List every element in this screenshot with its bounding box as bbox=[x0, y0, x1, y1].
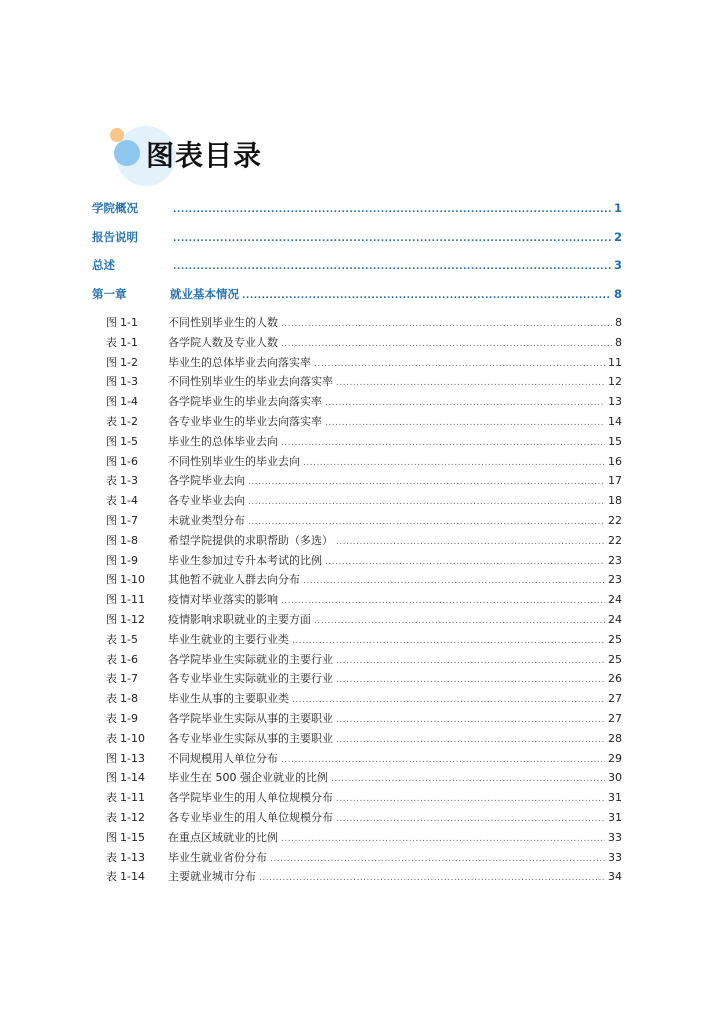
toc-figure-entry[interactable] bbox=[92, 453, 622, 473]
toc-figure-entry[interactable] bbox=[92, 472, 622, 492]
toc-page-number: 8 bbox=[615, 316, 622, 329]
toc-entry-number: 1-14 bbox=[120, 870, 145, 884]
toc-leader-dots bbox=[248, 497, 605, 507]
toc-page-number: 18 bbox=[608, 494, 622, 508]
toc-figure-entry[interactable] bbox=[92, 433, 622, 453]
toc-page-number: 22 bbox=[608, 513, 622, 527]
toc-page-number: 33 bbox=[608, 850, 622, 864]
toc-entry-number: 1-1 bbox=[120, 335, 138, 349]
toc-entry-title: 各专业毕业去向 bbox=[168, 494, 245, 508]
toc-entry-kind: 表 bbox=[106, 414, 117, 428]
toc-entry-number: 1-8 bbox=[120, 533, 138, 547]
toc-entry-number: 1-4 bbox=[120, 494, 138, 508]
toc-entry-title: 毕业生的总体毕业去向 bbox=[168, 434, 278, 448]
toc-page-number: 30 bbox=[608, 771, 622, 785]
toc-entry-kind: 图 bbox=[106, 395, 117, 409]
toc-major-entry[interactable] bbox=[92, 200, 622, 229]
toc-entry-kind: 表 bbox=[106, 870, 117, 884]
toc-entry-title: 未就业类型分布 bbox=[168, 513, 245, 527]
toc-leader-dots bbox=[325, 398, 605, 408]
toc-figure-entry[interactable] bbox=[92, 670, 622, 690]
toc-page-number: 22 bbox=[608, 533, 622, 547]
toc-figure-entry[interactable] bbox=[92, 690, 622, 710]
toc-entry-title: 其他暂不就业人群去向分布 bbox=[168, 573, 300, 587]
toc-leader-dots bbox=[325, 418, 605, 428]
toc-page-number: 11 bbox=[608, 355, 622, 369]
toc-entry-number: 1-5 bbox=[120, 434, 138, 448]
toc-figure-entry[interactable] bbox=[92, 789, 622, 809]
toc-entry-label: 第一章 bbox=[92, 286, 127, 301]
toc-figure-entry[interactable] bbox=[92, 373, 622, 393]
toc-entry-number: 1-7 bbox=[120, 513, 138, 527]
toc-figure-entry[interactable] bbox=[92, 413, 622, 433]
toc-entry-title: 不同性别毕业生的人数 bbox=[168, 316, 278, 329]
toc-entry-kind: 图 bbox=[106, 434, 117, 448]
toc-entry-title: 疫情对毕业落实的影响 bbox=[168, 593, 278, 607]
toc-entry-title: 各专业毕业生实际从事的主要职业 bbox=[168, 731, 333, 745]
toc-entry-number: 1-9 bbox=[120, 553, 138, 567]
toc-leader-dots bbox=[314, 616, 605, 626]
toc-entry-kind: 表 bbox=[106, 711, 117, 725]
toc-entry-title: 各学院毕业生实际就业的主要行业 bbox=[168, 652, 333, 666]
toc-entry-title: 毕业生的总体毕业去向落实率 bbox=[168, 355, 311, 369]
toc-leader-dots bbox=[248, 477, 605, 487]
toc-entry-kind: 图 bbox=[106, 533, 117, 547]
toc-figure-entry[interactable] bbox=[92, 532, 622, 552]
toc-entry-label: 学院概况 bbox=[92, 201, 138, 215]
toc-figure-entry[interactable] bbox=[92, 591, 622, 611]
toc-entry-kind: 图 bbox=[106, 830, 117, 844]
toc-entry-kind: 表 bbox=[106, 474, 117, 488]
toc-leader-dots bbox=[314, 359, 605, 369]
toc-entry-kind: 表 bbox=[106, 672, 117, 686]
toc-page-number: 15 bbox=[608, 434, 622, 448]
toc-entry-title: 各专业毕业生实际就业的主要行业 bbox=[168, 672, 333, 686]
toc-entry-number: 1-11 bbox=[120, 593, 145, 607]
toc-leader-dots bbox=[281, 834, 605, 844]
toc-entry-number: 1-10 bbox=[120, 731, 145, 745]
toc-page-number: 26 bbox=[608, 672, 622, 686]
toc-major-entry[interactable] bbox=[92, 257, 622, 286]
toc-leader-dots bbox=[303, 576, 605, 586]
toc-leader-dots bbox=[325, 557, 605, 567]
toc-entry-title: 毕业生参加过专升本考试的比例 bbox=[168, 553, 322, 567]
toc-figure-entry[interactable] bbox=[92, 809, 622, 829]
toc-figure-entry[interactable] bbox=[92, 552, 622, 572]
toc-leader-dots bbox=[281, 755, 605, 765]
toc-leader-dots bbox=[281, 438, 605, 448]
toc-page-number: 27 bbox=[608, 711, 622, 725]
toc-entry-title: 各学院毕业去向 bbox=[168, 474, 245, 488]
toc-entry-number: 1-2 bbox=[120, 414, 138, 428]
toc-entry-kind: 图 bbox=[106, 454, 117, 468]
title-block bbox=[108, 122, 348, 186]
toc-entry-title: 毕业生就业的主要行业类 bbox=[168, 632, 289, 646]
toc-entry-number: 1-3 bbox=[120, 375, 138, 389]
toc-page-number: 13 bbox=[608, 395, 622, 409]
toc-page-number: 33 bbox=[608, 830, 622, 844]
toc-entry-kind: 图 bbox=[106, 553, 117, 567]
toc-entry-title: 各专业毕业生的用人单位规模分布 bbox=[168, 810, 333, 824]
toc-page-number: 2 bbox=[613, 229, 622, 244]
toc-leader-dots bbox=[281, 596, 605, 606]
toc-entry-label: 总述 bbox=[92, 258, 115, 272]
toc-page-number: 14 bbox=[608, 414, 622, 428]
toc-leader-dots bbox=[259, 873, 605, 883]
toc-entry-title: 各学院毕业生的毕业去向落实率 bbox=[168, 395, 322, 409]
toc-leader-dots bbox=[173, 205, 611, 215]
toc-entry-kind: 表 bbox=[106, 652, 117, 666]
toc-entry-kind: 图 bbox=[106, 612, 117, 626]
toc-page-number: 23 bbox=[608, 553, 622, 567]
toc-entry-kind: 图 bbox=[106, 316, 117, 329]
toc-entry-number: 1-12 bbox=[120, 612, 145, 626]
toc-figure-entry[interactable] bbox=[92, 849, 622, 869]
toc-entry-title: 各学院人数及专业人数 bbox=[168, 335, 278, 349]
toc-entry-title: 各学院毕业生的用人单位规模分布 bbox=[168, 791, 333, 805]
toc-page-number: 16 bbox=[608, 454, 622, 468]
toc-leader-dots bbox=[173, 262, 611, 272]
toc-entry-kind: 表 bbox=[106, 335, 117, 349]
toc-figure-entry[interactable] bbox=[92, 730, 622, 750]
toc-leader-dots bbox=[331, 774, 605, 784]
toc-figure-entry[interactable] bbox=[92, 829, 622, 849]
toc-leader-dots bbox=[242, 291, 611, 301]
toc-entry-number: 1-5 bbox=[120, 632, 138, 646]
toc-entry-number: 1-15 bbox=[120, 830, 145, 844]
toc-page-number: 3 bbox=[613, 258, 622, 272]
toc-page-number: 12 bbox=[608, 375, 622, 389]
toc-leader-dots bbox=[336, 378, 605, 388]
toc-entry-title: 毕业生从事的主要职业类 bbox=[168, 692, 289, 706]
toc-entry-title: 在重点区域就业的比例 bbox=[168, 830, 278, 844]
toc-figure-entry[interactable] bbox=[92, 769, 622, 789]
toc-entry-title: 不同规模用人单位分布 bbox=[168, 751, 278, 765]
toc-entry-title: 各专业毕业生的毕业去向落实率 bbox=[168, 414, 322, 428]
toc-entry-kind: 图 bbox=[106, 593, 117, 607]
toc-entry-title: 就业基本情况 bbox=[170, 286, 239, 301]
toc-figure-entry[interactable] bbox=[92, 868, 622, 888]
toc-leader-dots bbox=[336, 537, 605, 547]
toc-entry-number: 1-10 bbox=[120, 573, 145, 587]
toc-entry-kind: 图 bbox=[106, 771, 117, 785]
toc-figure-entry[interactable] bbox=[92, 710, 622, 730]
toc-page-number: 25 bbox=[608, 632, 622, 646]
toc-entry-kind: 图 bbox=[106, 355, 117, 369]
toc-leader-dots bbox=[270, 854, 605, 864]
toc-page-number: 29 bbox=[608, 751, 622, 765]
toc-leader-dots bbox=[336, 794, 605, 804]
toc-page-number: 34 bbox=[608, 870, 622, 884]
toc-page-number: 25 bbox=[608, 652, 622, 666]
toc-major-entry[interactable] bbox=[92, 229, 622, 258]
toc-figure-entry[interactable] bbox=[92, 512, 622, 532]
decorative-circle-orange bbox=[110, 128, 124, 142]
toc-entry-kind: 图 bbox=[106, 573, 117, 587]
toc-leader-dots bbox=[303, 458, 605, 468]
toc-entry-title: 毕业生在 500 强企业就业的比例 bbox=[168, 771, 328, 785]
toc-figure-entry[interactable] bbox=[92, 631, 622, 651]
toc-leader-dots bbox=[336, 715, 605, 725]
toc-entry-label: 报告说明 bbox=[92, 229, 138, 244]
toc-figure-entry[interactable] bbox=[92, 314, 622, 334]
table-of-contents bbox=[92, 200, 622, 888]
toc-entry-kind: 图 bbox=[106, 513, 117, 527]
toc-entry-kind: 表 bbox=[106, 494, 117, 508]
toc-entry-number: 1-13 bbox=[120, 751, 145, 765]
toc-leader-dots bbox=[292, 695, 605, 705]
toc-leader-dots bbox=[248, 517, 605, 527]
toc-leader-dots bbox=[173, 234, 611, 244]
toc-page-number: 24 bbox=[608, 612, 622, 626]
toc-page-number: 8 bbox=[613, 286, 622, 301]
toc-entry-title: 各学院毕业生实际从事的主要职业 bbox=[168, 711, 333, 725]
toc-leader-dots bbox=[336, 675, 605, 685]
toc-entry-kind: 表 bbox=[106, 632, 117, 646]
toc-leader-dots bbox=[336, 814, 605, 824]
toc-entry-number: 1-1 bbox=[120, 316, 138, 329]
toc-page-number: 31 bbox=[608, 791, 622, 805]
toc-entry-kind: 图 bbox=[106, 375, 117, 389]
toc-entry-number: 1-14 bbox=[120, 771, 145, 785]
toc-entry-number: 1-3 bbox=[120, 474, 138, 488]
toc-figure-entry[interactable] bbox=[92, 651, 622, 671]
toc-entry-number: 1-2 bbox=[120, 355, 138, 369]
toc-page-number: 27 bbox=[608, 692, 622, 706]
toc-page-number: 28 bbox=[608, 731, 622, 745]
toc-leader-dots bbox=[281, 319, 612, 329]
toc-page-number: 31 bbox=[608, 810, 622, 824]
toc-entry-kind: 表 bbox=[106, 810, 117, 824]
toc-entry-number: 1-13 bbox=[120, 850, 145, 864]
toc-entry-title: 毕业生就业省份分布 bbox=[168, 850, 267, 864]
toc-entry-number: 1-4 bbox=[120, 395, 138, 409]
toc-leader-dots bbox=[281, 339, 612, 349]
decorative-circle-blue bbox=[114, 140, 140, 166]
toc-figure-entry[interactable] bbox=[92, 492, 622, 512]
toc-leader-dots bbox=[292, 636, 605, 646]
toc-figure-entry[interactable] bbox=[92, 571, 622, 591]
toc-entry-number: 1-9 bbox=[120, 711, 138, 725]
toc-page-number: 24 bbox=[608, 593, 622, 607]
toc-leader-dots bbox=[336, 735, 605, 745]
toc-entry-title: 不同性别毕业生的毕业去向落实率 bbox=[168, 375, 333, 389]
toc-figure-entry[interactable] bbox=[92, 393, 622, 413]
toc-entry-number: 1-6 bbox=[120, 454, 138, 468]
toc-entry-title: 疫情影响求职就业的主要方面 bbox=[168, 612, 311, 626]
toc-entry-number: 1-12 bbox=[120, 810, 145, 824]
toc-page-number: 8 bbox=[615, 335, 622, 349]
toc-page-number: 23 bbox=[608, 573, 622, 587]
toc-major-entry[interactable] bbox=[92, 286, 622, 315]
toc-page-number: 17 bbox=[608, 474, 622, 488]
toc-entry-number: 1-6 bbox=[120, 652, 138, 666]
page-title: 图表目录 bbox=[146, 139, 263, 172]
toc-entry-title: 希望学院提供的求职帮助（多选） bbox=[168, 533, 333, 547]
toc-entry-title: 不同性别毕业生的毕业去向 bbox=[168, 454, 300, 468]
toc-entry-title: 主要就业城市分布 bbox=[168, 870, 256, 884]
toc-figure-entry[interactable] bbox=[92, 750, 622, 770]
toc-entry-kind: 表 bbox=[106, 692, 117, 706]
toc-entry-kind: 表 bbox=[106, 850, 117, 864]
toc-entry-kind: 表 bbox=[106, 731, 117, 745]
toc-leader-dots bbox=[336, 656, 605, 666]
toc-entry-kind: 图 bbox=[106, 751, 117, 765]
toc-figure-entry[interactable] bbox=[92, 611, 622, 631]
toc-entry-number: 1-8 bbox=[120, 692, 138, 706]
toc-page-number: 1 bbox=[613, 201, 622, 215]
toc-figure-entry[interactable] bbox=[92, 354, 622, 374]
toc-figure-entry[interactable] bbox=[92, 334, 622, 354]
toc-entry-number: 1-11 bbox=[120, 791, 145, 805]
toc-entry-kind: 表 bbox=[106, 791, 117, 805]
toc-entry-number: 1-7 bbox=[120, 672, 138, 686]
